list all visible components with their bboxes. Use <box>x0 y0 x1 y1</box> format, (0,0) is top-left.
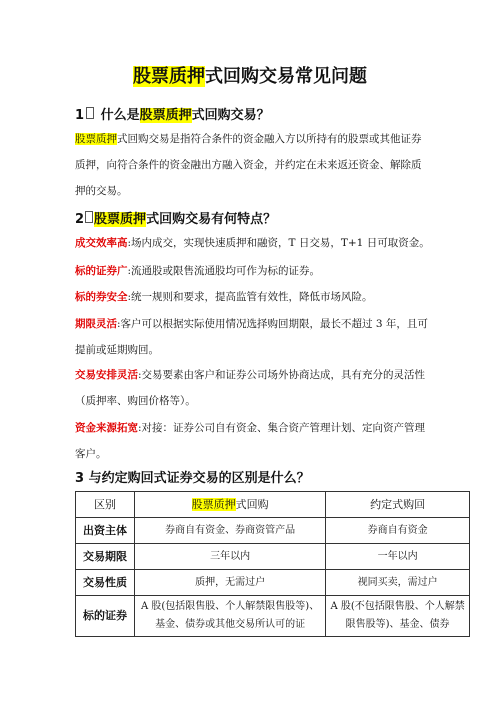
header-cell: 区别 <box>76 492 135 518</box>
row-label: 标的证券 <box>76 596 135 637</box>
header-cell: 约定式购回 <box>326 492 470 518</box>
q1-heading-tail: 式回购交易？ <box>191 108 270 123</box>
feature-label: 成交效率高 <box>75 237 128 249</box>
table-header-row <box>76 492 470 518</box>
q2-feature-2 <box>75 258 430 284</box>
feature-text: :对接：证券公司自有资金、集合资产管理计划、定向资产管理客户。 <box>75 422 426 460</box>
feature-label: 标的券安全 <box>75 291 128 303</box>
row-label: 出资主体 <box>76 518 135 544</box>
table-cell: 质押，无需过户 <box>135 570 326 596</box>
q1-answer <box>75 126 430 204</box>
title-highlight: 股票质押 <box>133 66 205 87</box>
q2-feature-5 <box>75 362 430 414</box>
table-row <box>76 596 470 637</box>
feature-text: :交易要素由客户和证券公司场外协商达成，具有充分的灵活性（质押率、购回价格等）。 <box>75 369 426 407</box>
feature-label: 资金来源拓宽 <box>75 422 138 434</box>
q1-heading-text: 什么是 <box>96 108 140 123</box>
table-cell: 券商自有资金 <box>326 518 470 544</box>
q2-heading <box>75 208 276 227</box>
q2-feature-4 <box>75 311 430 363</box>
q2-heading-highlight: 股票质押 <box>94 212 147 227</box>
q2-heading-tail: 式回购交易有何特点？ <box>146 212 277 227</box>
feature-text: :客户可以根据实际使用情况选择购回期限，最长不超过 3 年，且可提前或延期购回。 <box>75 318 428 356</box>
feature-text: :场内成交，实现快速质押和融资，T 日交易，T+1 日可取资金。 <box>127 237 430 249</box>
document-title <box>0 62 500 88</box>
header-highlight: 股票质押 <box>191 497 236 511</box>
feature-text: :统一规则和要求，提高监管有效性，降低市场风险。 <box>127 291 373 303</box>
feature-label: 交易安排灵活 <box>75 369 138 381</box>
table-cell: 视同买卖，需过户 <box>326 570 470 596</box>
q1-heading-highlight: 股票质押 <box>139 108 192 123</box>
q3-heading: 3 与约定购回式证券交易的区别是什么？ <box>75 471 310 486</box>
header-text: 式回购 <box>235 497 269 511</box>
feature-label: 期限灵活 <box>75 318 117 330</box>
row-label: 交易性质 <box>76 570 135 596</box>
q2-feature-6 <box>75 415 430 467</box>
table-row <box>76 544 470 570</box>
table-row <box>76 570 470 596</box>
table-cell: 三年以内 <box>135 544 326 570</box>
q2-feature-3 <box>75 284 430 310</box>
row-label: 交易期限 <box>76 544 135 570</box>
q1-heading <box>75 104 270 123</box>
table-cell: A 股(包括限售股、个人解禁限售股等)、基金、债券或其他交易所认可的证 <box>135 596 326 637</box>
table-row <box>76 518 470 544</box>
q1-number: 1 <box>75 108 85 123</box>
title-rest: 式回购交易常见问题 <box>205 66 367 87</box>
q1-answer-text: 式回购交易是指符合条件的资金融入方以所持有的股票或其他证券质押，向符合条件的资金融出方融入资金，并约定在未来返还资金、解除质押的交易。 <box>75 133 422 197</box>
q1-answer-highlight: 股票质押 <box>75 133 117 145</box>
table-cell: A 股(不包括限售股、个人解禁限售股等)、基金、债券 <box>326 596 470 637</box>
table-cell: 一年以内 <box>326 544 470 570</box>
table-cell: 券商自有资金、券商资管产品 <box>135 518 326 544</box>
q2-feature-1 <box>75 230 430 256</box>
header-cell <box>135 492 326 518</box>
box-glyph-icon <box>85 211 93 223</box>
feature-label: 标的证券广 <box>75 265 128 277</box>
q2-number: 2 <box>75 212 85 227</box>
comparison-table <box>75 491 470 637</box>
feature-text: :流通股或限售流通股均可作为标的证券。 <box>127 265 321 277</box>
box-glyph-icon <box>86 107 94 119</box>
